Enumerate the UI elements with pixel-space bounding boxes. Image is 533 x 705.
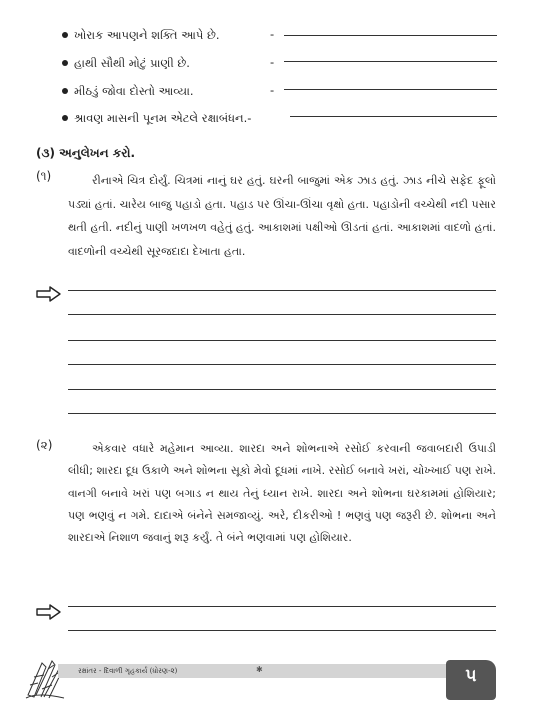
page-number-tab [446, 660, 496, 700]
bullet-text: શ્રાવણ માસની પૂનમ એટલે રક્ષાબંધન. [74, 111, 248, 125]
bullet-item [62, 110, 251, 126]
answer-line[interactable] [284, 35, 497, 36]
bullet-dash: - [270, 27, 275, 41]
copy-paragraph-2 [68, 438, 496, 549]
copy-paragraph-1 [68, 169, 496, 263]
arrow-right-outline-icon [36, 286, 62, 302]
paragraph-text: રીનાએ ચિત્ર દોર્યું. ચિત્રમાં નાનું ઘર હતું. ઘરની બાજુમાં એક ઝાડ હતું. ઝાડ નીચે સફેદ ફૂલો પડ્યાં હતાં. ચારેય બાજુ પહાડો હતા. પહાડ પર ઊંચા-ઊંચા વૃક્ષો હતા. પહાડોની વચ્ચેથી નદી પસાર થતી હતી. નદીનું પાણી ખળખળ વહેતું હતું. આકાશમાં પક્ષીઓ ઊડતાં હતાં. આકાશમાં વાદળો હતાં. વાદળોની વચ્ચેથી સૂરજદાદા દેખાતા હતા. [68, 174, 496, 258]
bullet-dash: - [247, 111, 252, 125]
answer-line[interactable] [284, 61, 497, 62]
bullet-text: હાથી સૌથી મોટું પ્રાણી છે. [74, 56, 190, 70]
bullet-dot-icon [62, 60, 68, 66]
bullet-item [62, 55, 190, 71]
bullet-dash: - [270, 83, 275, 97]
paragraph-number: (૨) [36, 438, 53, 452]
writing-line[interactable] [68, 606, 496, 607]
bullet-item [62, 27, 220, 43]
bullet-dash: - [270, 55, 275, 69]
bullet-text: ખોરાક આપણને શક્તિ આપે છે. [74, 28, 220, 42]
writing-line[interactable] [68, 413, 496, 414]
writing-line[interactable] [68, 364, 496, 365]
bullet-dot-icon [62, 115, 68, 121]
bullet-dot-icon [62, 32, 68, 38]
pencil-sketch-logo-icon [22, 655, 68, 701]
answer-line[interactable] [284, 89, 497, 90]
page-footer [0, 655, 533, 705]
writing-line[interactable] [68, 290, 496, 291]
section-title: (૩) અનુલેખન કરો. [36, 146, 136, 160]
bullet-dot-icon [62, 88, 68, 94]
writing-line[interactable] [68, 314, 496, 315]
writing-line[interactable] [68, 630, 496, 631]
writing-line[interactable] [68, 340, 496, 341]
bullet-item [62, 83, 194, 99]
answer-line[interactable] [290, 116, 497, 117]
page-number: ૫ [465, 666, 477, 686]
arrow-right-outline-icon [36, 604, 62, 620]
paragraph-text: એકવાર વધારે મહેમાન આવ્યા. શારદા અને શોભનાએ રસોઈ કરવાની જવાબદારી ઉપાડી લીધી; શારદા દૂધ ઉકાળે અને શોભના સૂકો મેવો દૂધમાં નાખે. રસોઈ બનાવે ખરાં, ચોખ્ખાઈ પણ રાખે. વાનગી બનાવે ખરાં પણ બગાડ ન થાય તેનું ધ્યાન રાખે. શારદા અને શોભના ઘરકામમાં હોશિયાર; પણ ભણવું ન ગમે. દાદાએ બંનેને સમજાવ્યું. અરે, દીકરીઓ ! ભણવું પણ જરૂરી છે. શોભના અને શારદાએ નિશાળ જવાનું શરૂ કર્યું. તે બંને ભણવામાં પણ હોશિયાર. [68, 442, 496, 545]
paragraph-number: (૧) [36, 169, 52, 183]
writing-line[interactable] [68, 389, 496, 390]
bullet-text: મીઠડું જોવા દોસ્તો આવ્યા. [74, 84, 194, 98]
footer-title: રક્ષાંતર - દિવાળી ગૃહકાર્ય (ધોરણ-૨) [78, 667, 178, 675]
footer-star: ✱ [256, 665, 263, 674]
